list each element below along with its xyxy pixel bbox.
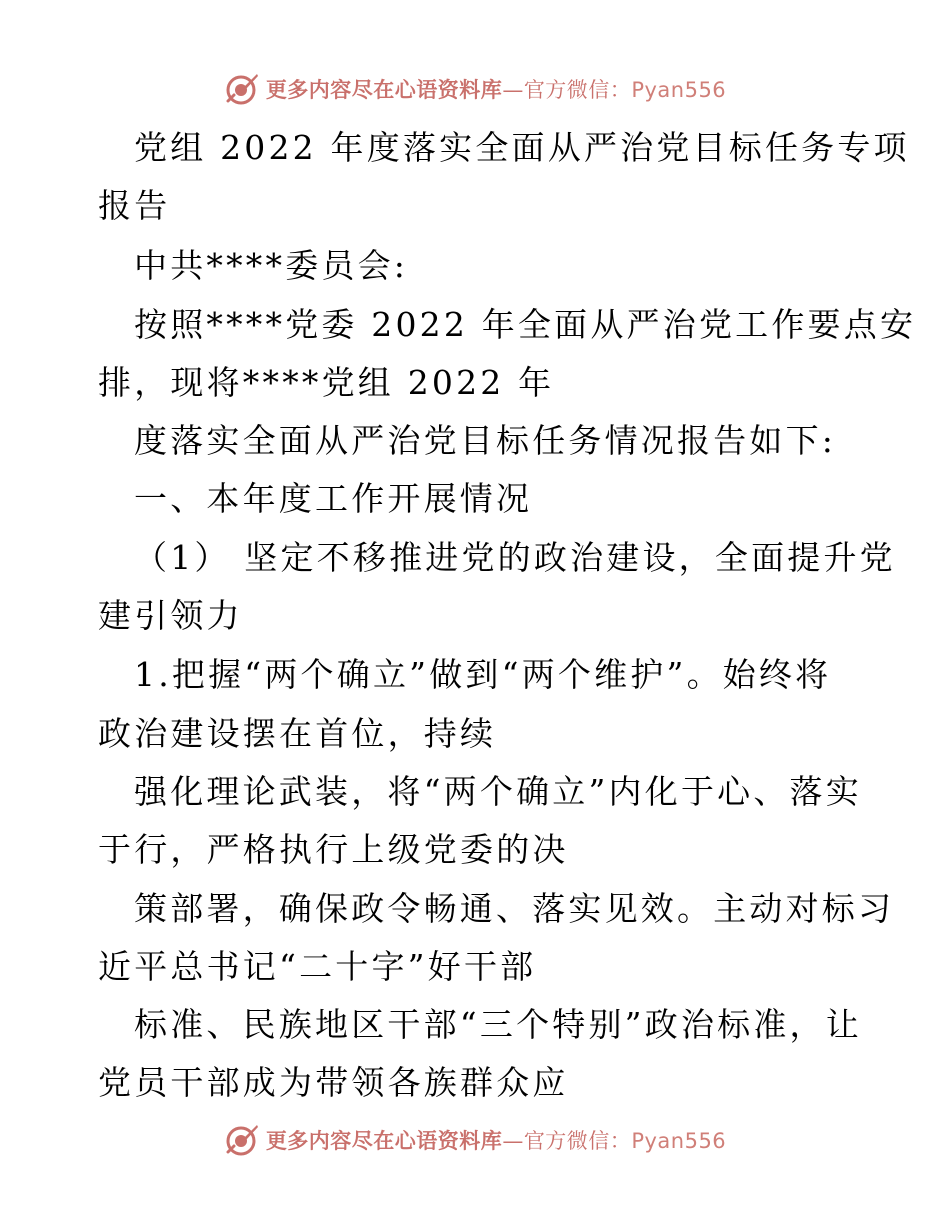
body-line: 排，现将****党组 2022 年 bbox=[98, 363, 555, 402]
watermark-text bbox=[266, 74, 726, 104]
addressee-line: 中共****委员会: bbox=[134, 246, 409, 285]
watermark-official-label: 官方微信： bbox=[523, 1129, 632, 1153]
body-line: 近平总书记“二十字”好干部 bbox=[98, 947, 537, 986]
title-line-1: 党组 2022 年度落实全面从严治党目标任务专项 bbox=[134, 128, 910, 167]
watermark-banner-bottom bbox=[0, 1115, 950, 1165]
quill-seal-icon bbox=[224, 71, 260, 107]
body-line: 政治建设摆在首位，持续 bbox=[98, 714, 497, 753]
watermark-official-label: 官方微信： bbox=[523, 78, 632, 102]
watermark-text bbox=[266, 1125, 726, 1155]
watermark-wechat-id: Pyan556 bbox=[631, 1129, 727, 1153]
subsection-heading: 建引领力 bbox=[98, 596, 243, 635]
watermark-separator: — bbox=[502, 78, 524, 102]
title-line-2: 报告 bbox=[98, 186, 171, 225]
body-line: 按照****党委 2022 年全面从严治党工作要点安 bbox=[134, 305, 917, 344]
subsection-heading: （1） 坚定不移推进党的政治建设，全面提升党 bbox=[134, 538, 896, 577]
quill-seal-icon bbox=[224, 1122, 260, 1158]
watermark-separator: — bbox=[502, 1129, 524, 1153]
body-line: 度落实全面从严治党目标任务情况报告如下: bbox=[134, 421, 837, 460]
watermark-brand: 更多内容尽在心语资料库 bbox=[265, 78, 503, 102]
body-line: 标准、民族地区干部“三个特别”政治标准，让 bbox=[134, 1005, 862, 1044]
body-line: 1.把握“两个确立”做到“两个维护”。始终将 bbox=[134, 655, 832, 694]
watermark-brand: 更多内容尽在心语资料库 bbox=[265, 1129, 503, 1153]
body-line: 强化理论武装，将“两个确立”内化于心、落实 bbox=[134, 772, 862, 811]
watermark-wechat-id: Pyan556 bbox=[631, 78, 727, 102]
body-line: 于行，严格执行上级党委的决 bbox=[98, 830, 569, 869]
section-heading: 一、本年度工作开展情况 bbox=[134, 479, 533, 518]
body-line: 策部署，确保政令畅通、落实见效。主动对标习 bbox=[134, 889, 895, 928]
watermark-banner-top bbox=[0, 64, 950, 114]
body-line: 党员干部成为带领各族群众应 bbox=[98, 1063, 569, 1102]
